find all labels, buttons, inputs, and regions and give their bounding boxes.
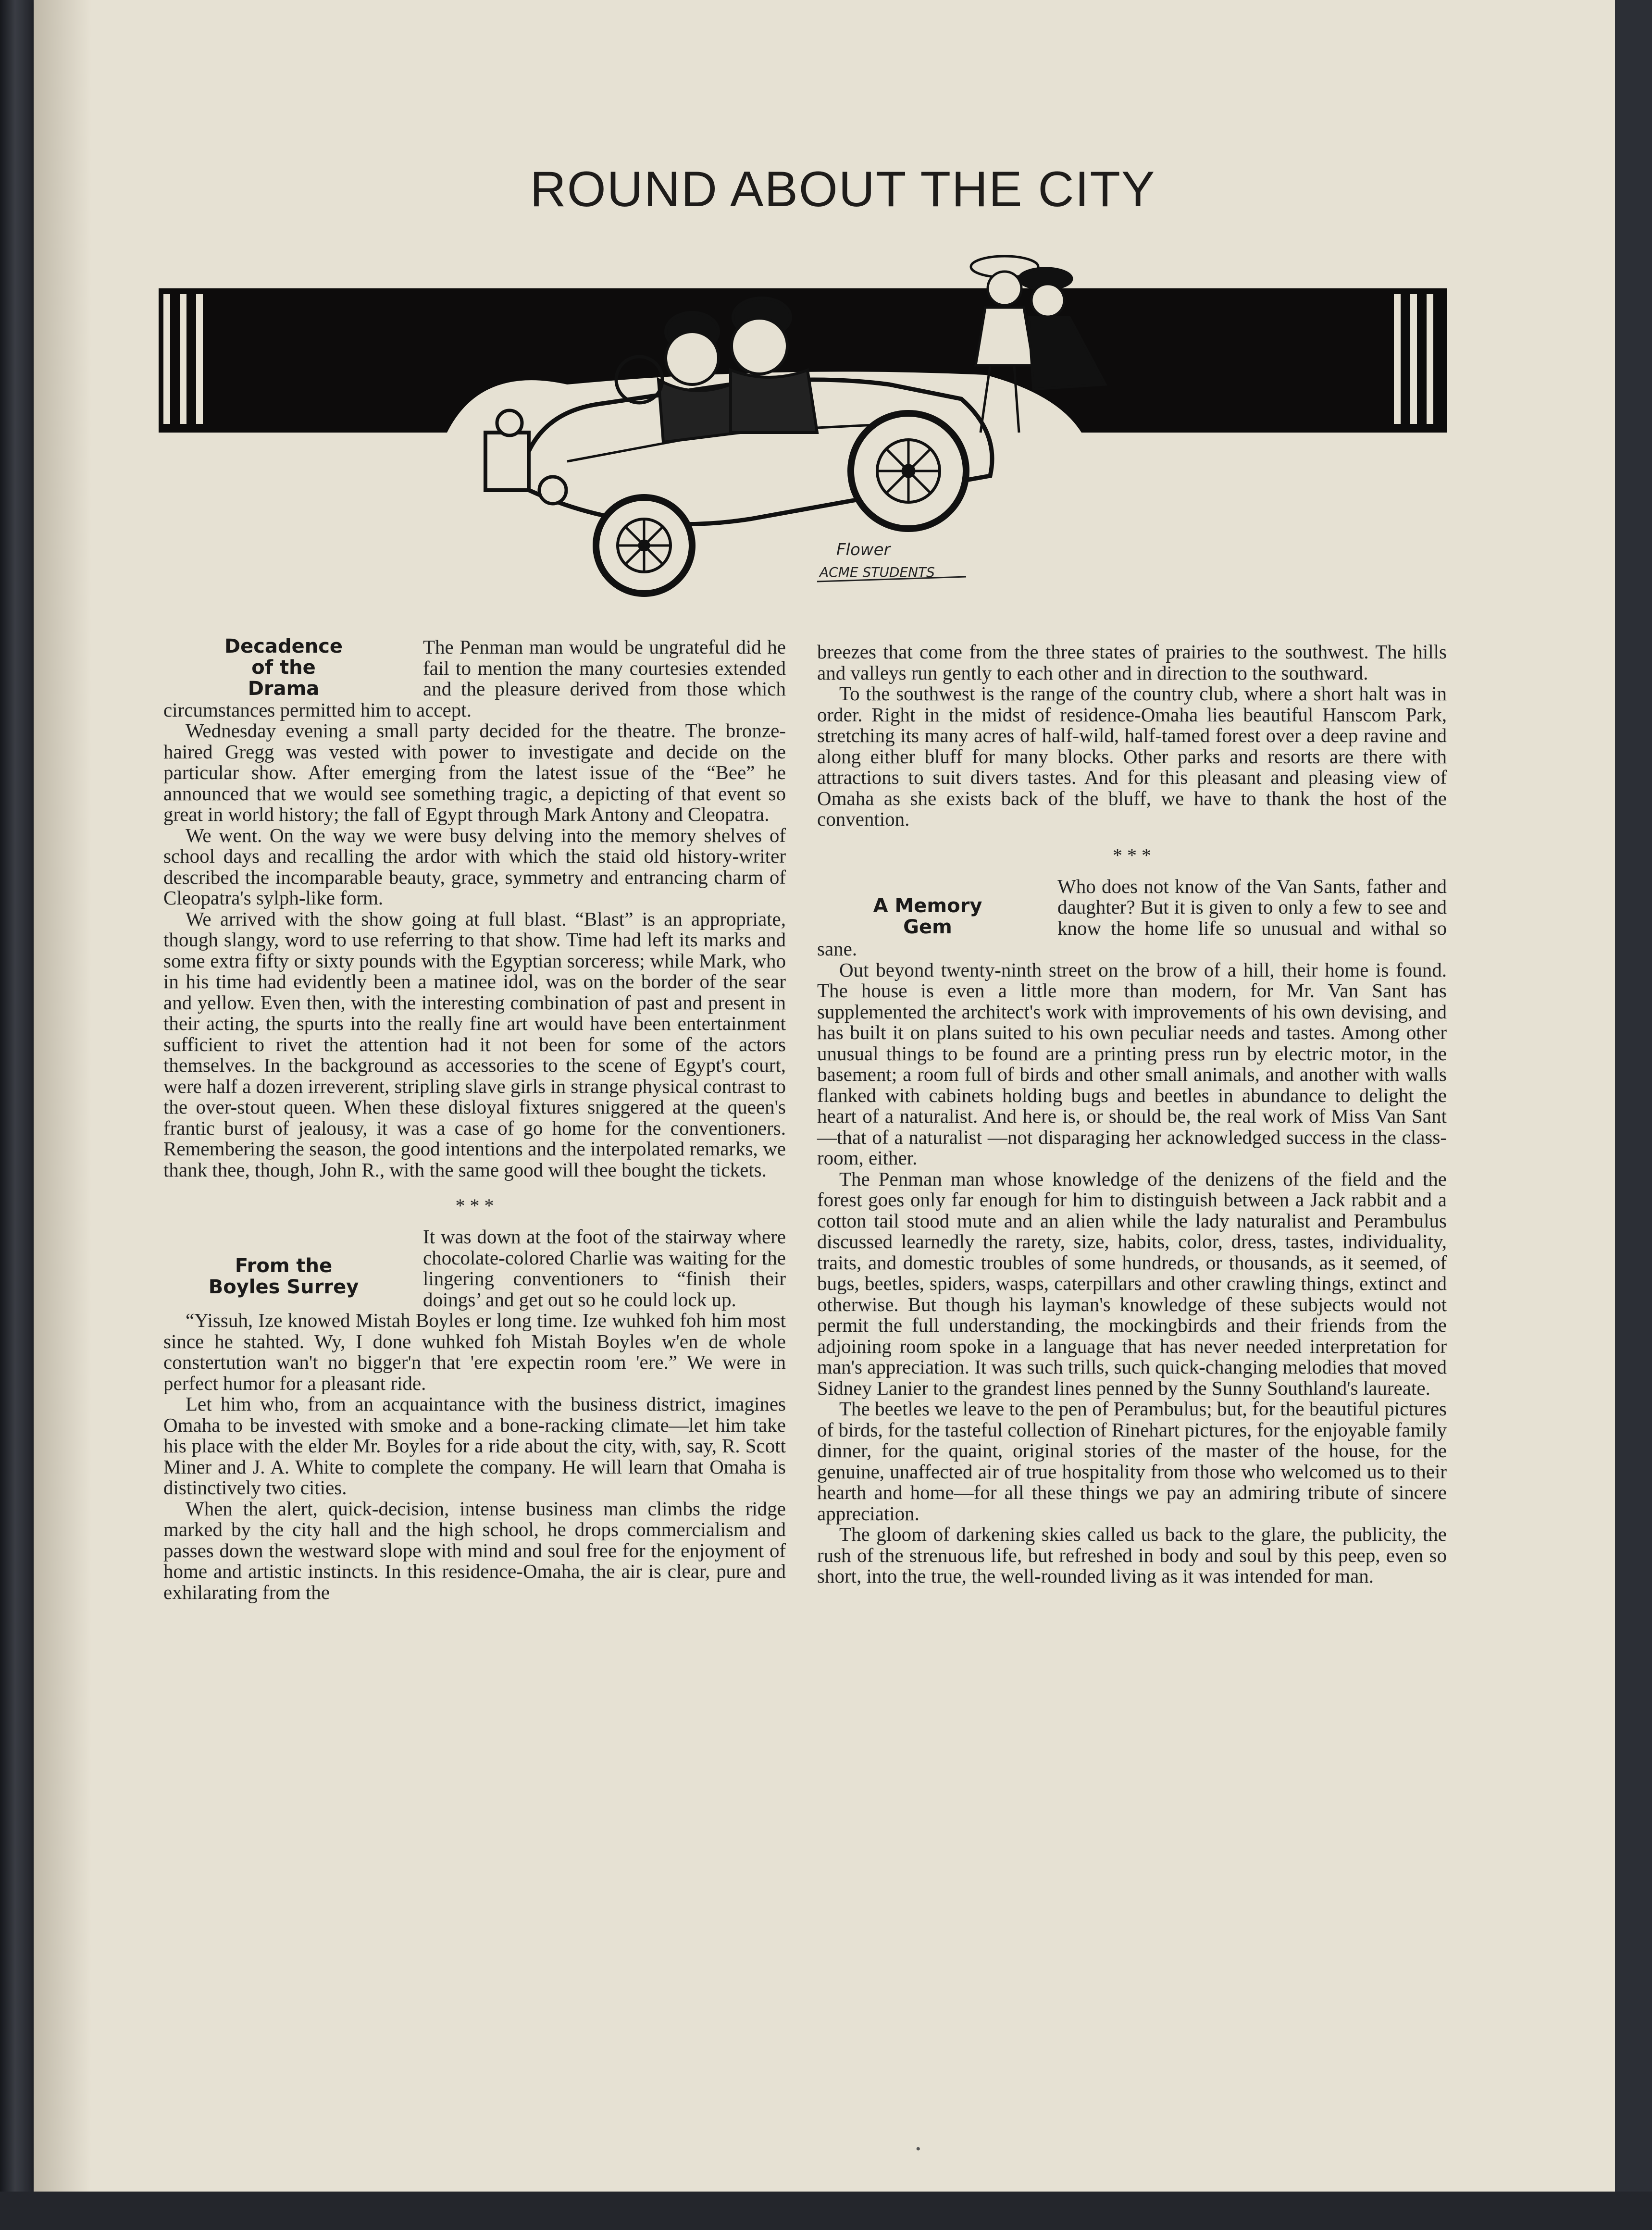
memory-paragraph-2: Out beyond twenty-ninth street on the brow of a hill, their home is found. The house is even a little more than modern, for Mr. Van Sant has supplemented the architect's work with improvements of his own devising, and has built it on plans suited to his own peculiar needs and tastes. Among other unusual things to be found are a printing press run by electric motor, in the basement; a room full of birds and other small animals, and another with walls flanked with cabinets holding bugs and beetles in abundance to delight the heart of a naturalist. And here is, or should be, the real work of Miss Van Sant—that of a naturalist —not disparaging her acknowledged success in the class-room, either. (817, 958, 1447, 1169)
svg-text:ACME STUDENTS: ACME STUDENTS (820, 564, 935, 580)
section-separator-2: * * * (1113, 844, 1151, 866)
decadence-heading-line-2: of the (251, 657, 316, 679)
boyles-paragraph-1: It was down at the foot of the stairway where chocolate-colored Charlie was waiting for the lingering conventioners to “finish their doings’ and get out so he could lock up. (423, 1226, 786, 1311)
decadence-paragraph-4: We arrived with the show going at full blast. “Blast” is an appropriate, though slangy, word to use referring to that show. Time had left its marks and some extra fifty or sixty pounds with the Egyptian sorceress; while Mark, who in his time had evidently been a matinee idol, was on the border of the sear and yellow. Even then, with the interesting combination of past and present in their acting, the spurts into the really fine art would have been entertainment sufficient to rivet the attention had it not been for some of the actors themselves. In the background as accessories to the scene of Egypt's court, were half a dozen irreverent, stripling slave girls in strange physical contrast to the over-stout queen. When these disloyal fixtures sniggered at the queen's frantic burst of jealousy, it was a case of go home for the conventioners. Remembering the season, the good intentions and the interpolated remarks, we thank thee, though, John R., with the same good will thee bought the tickets. (163, 907, 786, 1181)
bottom-background (0, 2192, 1652, 2230)
memory-paragraph-4: The beetles we leave to the pen of Perambulus; but, for the beautiful pictures of birds, for the tasteful collection of Rinehart pictures, for the enjoyable family dinner, for the quaint, original stories of the master of the house, for the genuine, unaffected air of true hospitality from those who welcomed us to their hearth and home—for all these things we pay an admiring tribute of sincere appreciation. (817, 1398, 1447, 1524)
boyles-side-heading (163, 1255, 404, 1298)
boyles-paragraph-4: When the alert, quick-decision, intense business man climbs the ridge marked by the city hall and the high school, he drops commercialism and passes down the westward slope with mind and soul free for the enjoyment of home and artistic instincts. In this residence-Omaha, the air is clear, pure and exhilarating from the (163, 1497, 786, 1603)
memory-heading-line-1: A Memory (873, 894, 982, 917)
boyles-paragraph-6: To the southwest is the range of the country club, where a short halt was in order. Right in the midst of residence-Omaha lies beautiful Hanscom Park, stretching its many acres of half-wild, half-tamed forest over a deep ravine and along either bluff for many blocks. Other parks and resorts are there with attractions to suit divers tastes. And for this pleasant and pleasing view of Omaha as she exists back of the bluff, we have to thank the host of the convention. (817, 682, 1447, 830)
memory-paragraph-3: The Penman man whose knowledge of the denizens of the field and the forest goes only far enough for him to distinguish between a Jack rabbit and a cotton tail stood mute and an alien while the lady naturalist and Perambulus discussed learnedly the rarety, size, habits, color, dress, tastes, individuality, traits, and domestic troubles of some hundreds, or thousands, as it seemed, of bugs, beetles, spiders, wasps, caterpillars and other crawling things, extinct and otherwise. But though his layman's knowledge of these subjects would not permit the full understanding, the mockingbirds and their friends from the adjoining room spoke in a language that has never needed interpretation for man's appreciation. It was such trills, such quick-changing melodies that moved Sidney Lanier to the grandest lines penned by the Sunny Southland's laureate. (817, 1167, 1447, 1399)
decadence-paragraph-2: Wednesday evening a small party decided for the theatre. The bronze-haired Gregg was vested with power to investigate and decide on the particular show. After emerging from the latest issue of the “Bee” he announced that we would see something tragic, a depicting of that event so great in world history; the fall of Egypt through Mark Antony and Cleopatra. (163, 719, 786, 825)
memory-paragraph-5: The gloom of darkening skies called us back to the glare, the publicity, the rush of the strenuous life, but refreshed in body and soul by this peep, even so short, into the true, the well-rounded living as it was intended for man. (817, 1523, 1447, 1587)
page-title: ROUND ABOUT THE CITY (530, 161, 1156, 217)
automobile-illustration (0, 0, 1652, 625)
memory-paragraph-1: Who does not know of the Van Sants, father and daughter? But it is given to only a few to see and know the home life so unusual and withal so sane. (817, 875, 1447, 960)
boyles-paragraph-5: breezes that come from the three states of prairies to the southwest. The hills and valleys run gently to each other and in direction to the southward. (817, 641, 1447, 684)
memory-heading-line-2: Gem (903, 916, 952, 938)
boyles-heading-line-2: Boyles Surrey (208, 1276, 359, 1298)
section-separator-1: * * * (455, 1195, 494, 1216)
left-column (163, 637, 786, 1603)
right-column (817, 642, 1447, 1587)
decadence-paragraph-1: The Penman man would be ungrateful did he fail to mention the many courtesies extended and the pleasure derived from those which circumstances permitted him to accept. (163, 636, 786, 721)
svg-text:Flower: Flower (836, 540, 891, 559)
boyles-paragraph-2: “Yissuh, Ize knowed Mistah Boyles er long time. Ize wuhked foh him most since he stahted. Wy, I done wuhked foh Mistah Boyles w'en de whole constertution wan't no bigger'n that 'ere expectin room 'ere.” We were in perfect humor for a pleasant ride. (163, 1309, 786, 1394)
decadence-heading-line-3: Drama (248, 678, 320, 700)
memory-side-heading (817, 895, 1038, 938)
boyles-paragraph-3: Let him who, from an acquaintance with the business district, imagines Omaha to be invested with smoke and a bone-racking climate—let him take his place with the elder Mr. Boyles for a ride about the city, with, say, R. Scott Miner and J. A. White to complete the company. He will learn that Omaha is distinctively two cities. (163, 1393, 786, 1499)
page-folio-mark: • (916, 2141, 921, 2157)
decadence-side-heading (163, 636, 404, 699)
decadence-paragraph-3: We went. On the way we were busy delving into the memory shelves of school days and recalling the ardor with which the staid old history-writer described the incomparable beauty, grace, symmetry and entrancing charm of Cleopatra's sylph-like form. (163, 824, 786, 909)
decadence-heading-line-1: Decadence (224, 635, 343, 657)
boyles-heading-line-1: From the (235, 1255, 333, 1277)
